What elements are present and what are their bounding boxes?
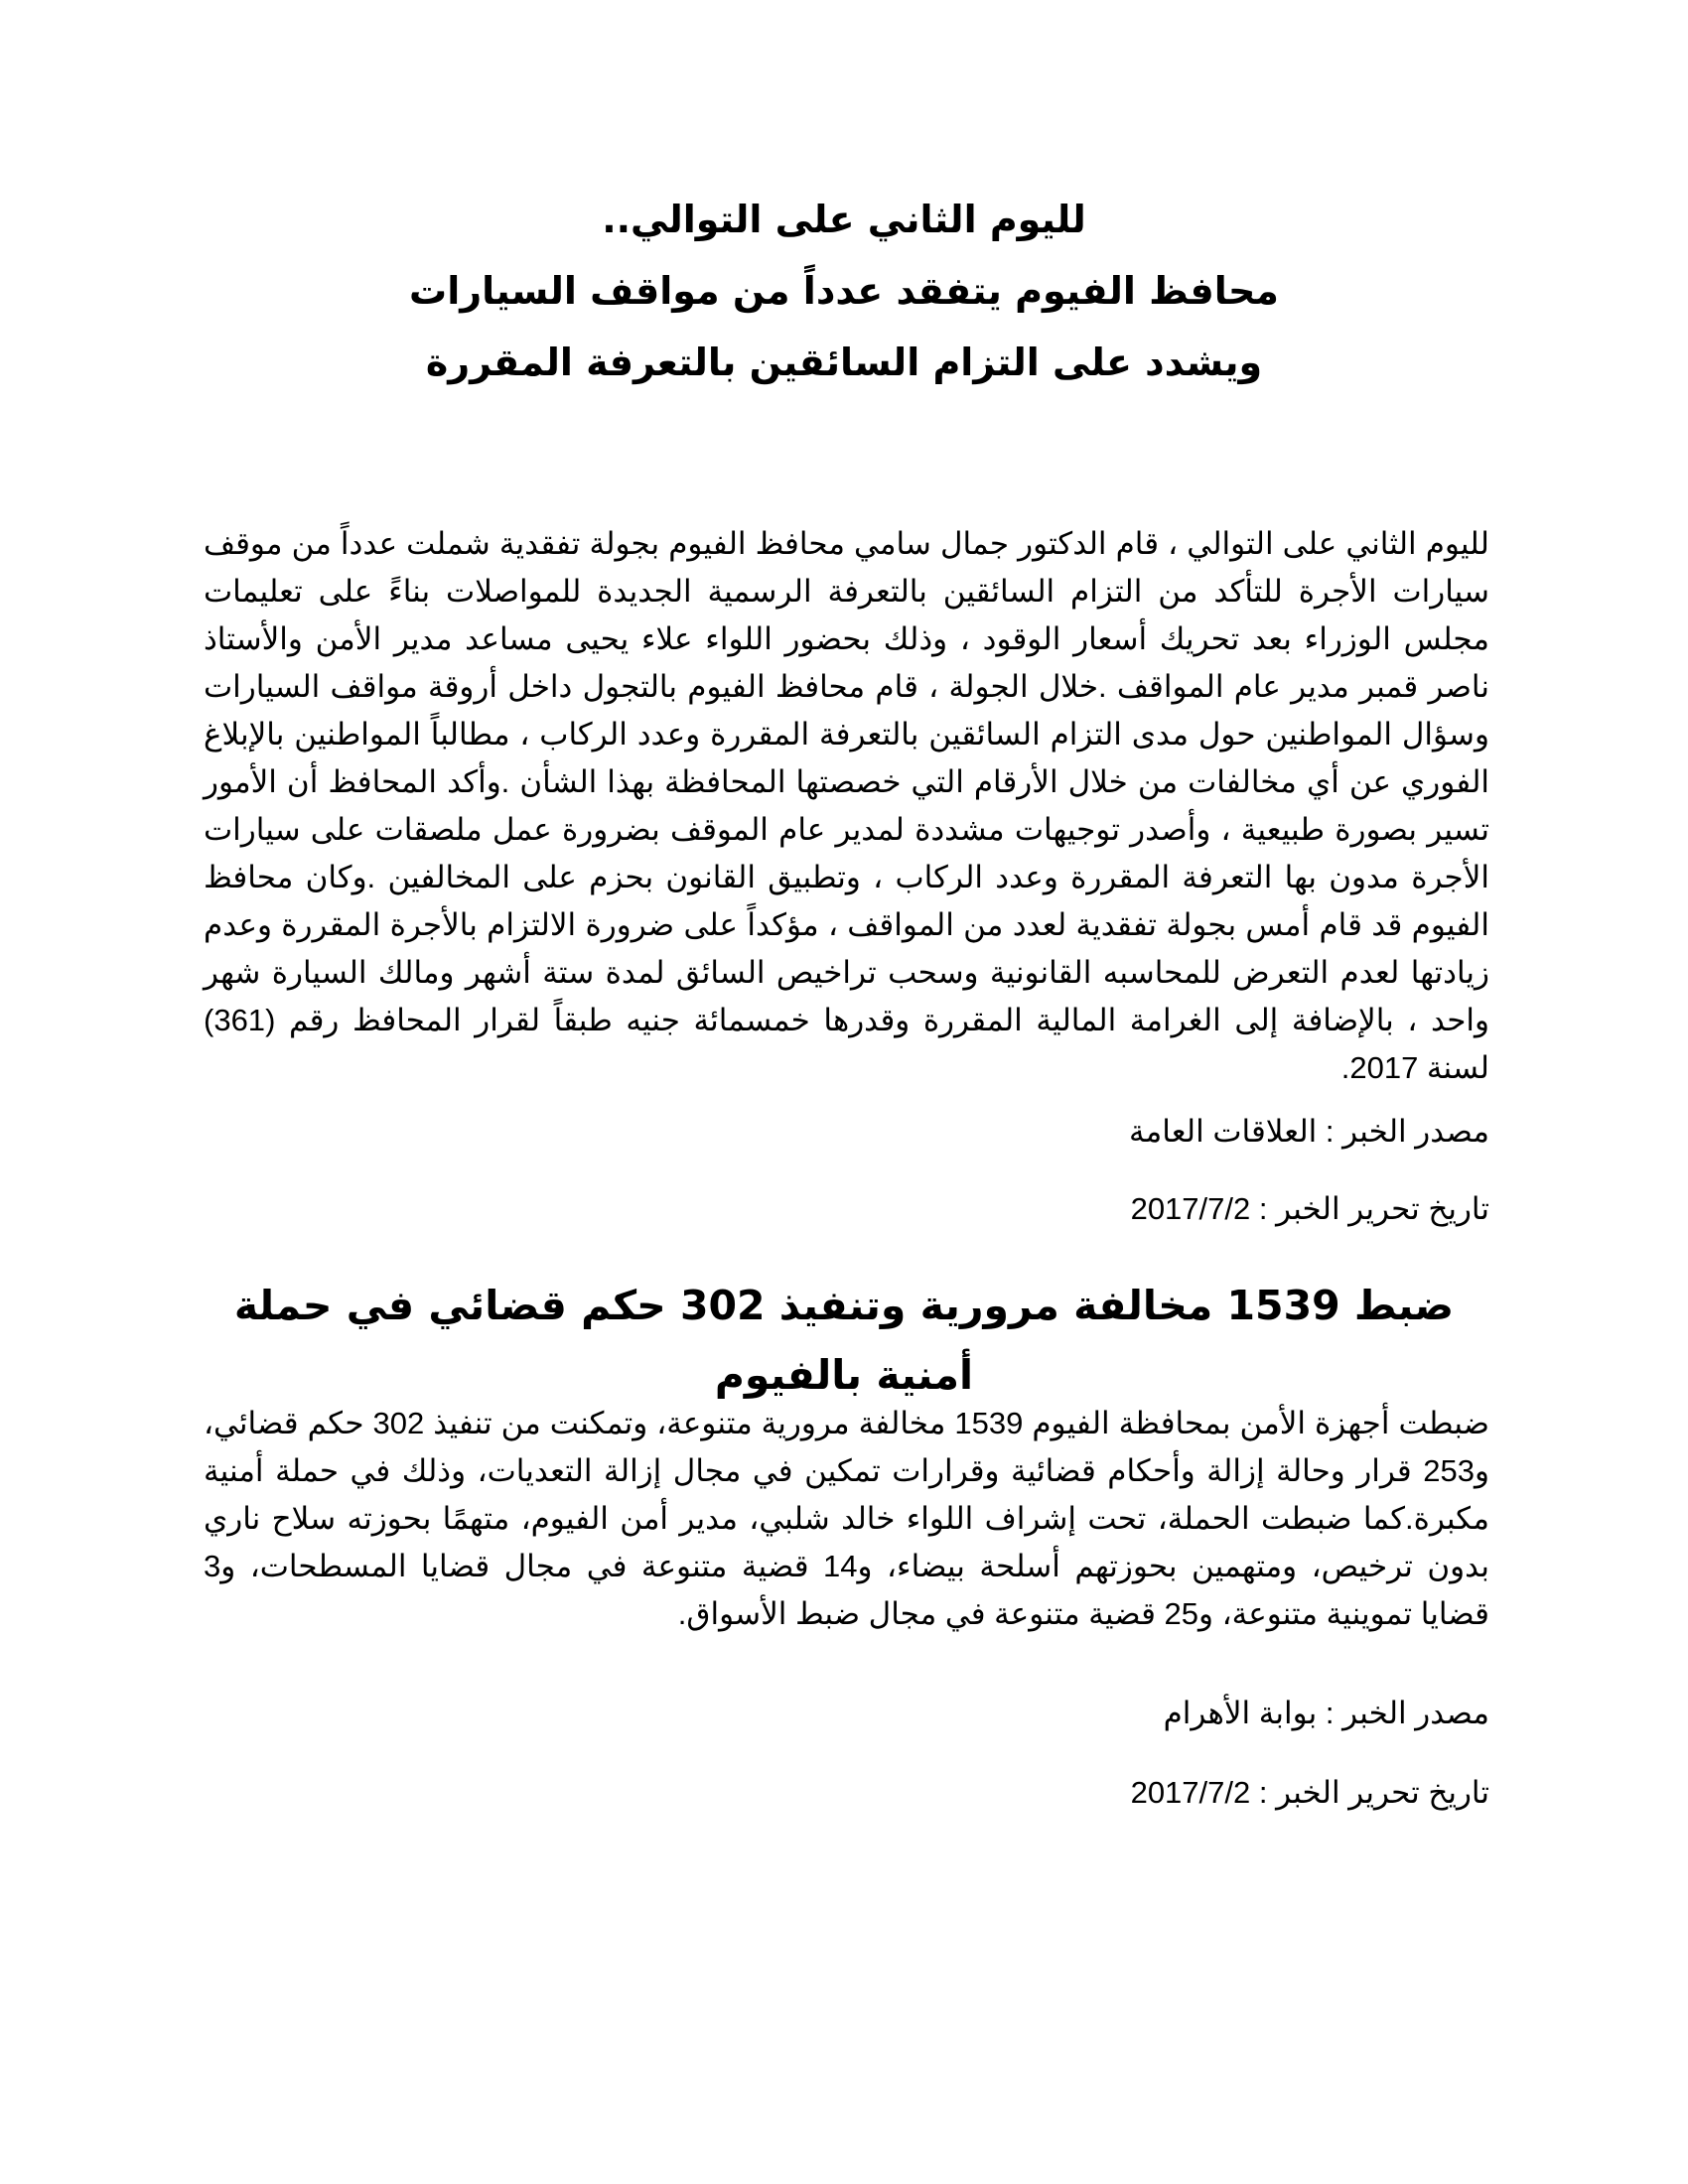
article-1-source: مصدر الخبر : العلاقات العامة [1129, 1114, 1489, 1149]
article-1-headline-line-3: ويشدد على التزام السائقين بالتعرفة المقررة [425, 341, 1263, 384]
article-1-body: لليوم الثاني على التوالي ، قام الدكتور جمال سامي محافظ الفيوم بجولة تفقدية شملت عدداً من موقف سيارات الأجرة للتأكد من التزام السائقين بالتعرفة الرسمية الجديدة للمواصلات بناءً على تعليمات مجلس الوزراء بعد تحريك أسعار الوقود ، وذلك بحضور اللواء علاء يحيى مساعد مدير الأمن والأستاذ ناصر قمبر مدير عام المواقف .خلال الجولة ، قام محافظ الفيوم بالتجول داخل أروقة مواقف السيارات وسؤال المواطنين حول مدى التزام السائقين بالتعرفة المقررة وعدد الركاب ، مطالباً المواطنين بالإبلاغ الفوري عن أي مخالفات من خلال الأرقام التي خصصتها المحافظة بهذا الشأن .وأكد المحافظ أن الأمور تسير بصورة طبيعية ، وأصدر توجيهات مشددة لمدير عام الموقف بضرورة عمل ملصقات على سيارات الأجرة مدون بها التعرفة المقررة وعدد الركاب ، وتطبيق القانون بحزم على المخالفين .وكان محافظ الفيوم قد قام أمس بجولة تفقدية لعدد من المواقف ، مؤكداً على ضرورة الالتزام بالأجرة المقررة وعدم زيادتها لعدم التعرض للمحاسبه القانونية وسحب تراخيص السائق لمدة ستة أشهر ومالك السيارة شهر واحد ، بالإضافة إلى الغرامة المالية المقررة وقدرها خمسمائة جنيه طبقاً لقرار المحافظ رقم (361) لسنة 2017. [204, 526, 1489, 1085]
article-1-headline-line-2: محافظ الفيوم يتفقد عدداً من مواقف السيارات [409, 269, 1279, 313]
article-1-headline [199, 184, 1489, 398]
article-1-date: تاريخ تحرير الخبر : 2017/7/2 [1130, 1191, 1489, 1226]
article-1-headline-line-1: لليوم الثاني على التوالي.. [602, 198, 1086, 241]
article-2-headline: ضبط 1539 مخالفة مرورية وتنفيذ 302 حكم قضائي في حملة أمنية بالفيوم [233, 1282, 1455, 1399]
article-2-source: مصدر الخبر : بوابة الأهرام [1163, 1696, 1489, 1730]
article-2-body: ضبطت أجهزة الأمن بمحافظة الفيوم 1539 مخالفة مرورية متنوعة، وتمكنت من تنفيذ 302 حكم قضائي، و253 قرار وحالة إزالة وأحكام قضائية وقرارات تمكين في مجال إزالة التعديات، وذلك في حملة أمنية مكبرة.كما ضبطت الحملة، تحت إشراف اللواء خالد شلبي، مدير أمن الفيوم، متهمًا بحوزته سلاح ناري بدون ترخيص، ومتهمين بحوزتهم أسلحة بيضاء، و14 قضية متنوعة في مجال قضايا المسطحات، و3 قضايا تموينية متنوعة، و25 قضية متنوعة في مجال ضبط الأسواق. [204, 1406, 1490, 1631]
article-2-date: تاريخ تحرير الخبر : 2017/7/2 [1130, 1775, 1489, 1810]
